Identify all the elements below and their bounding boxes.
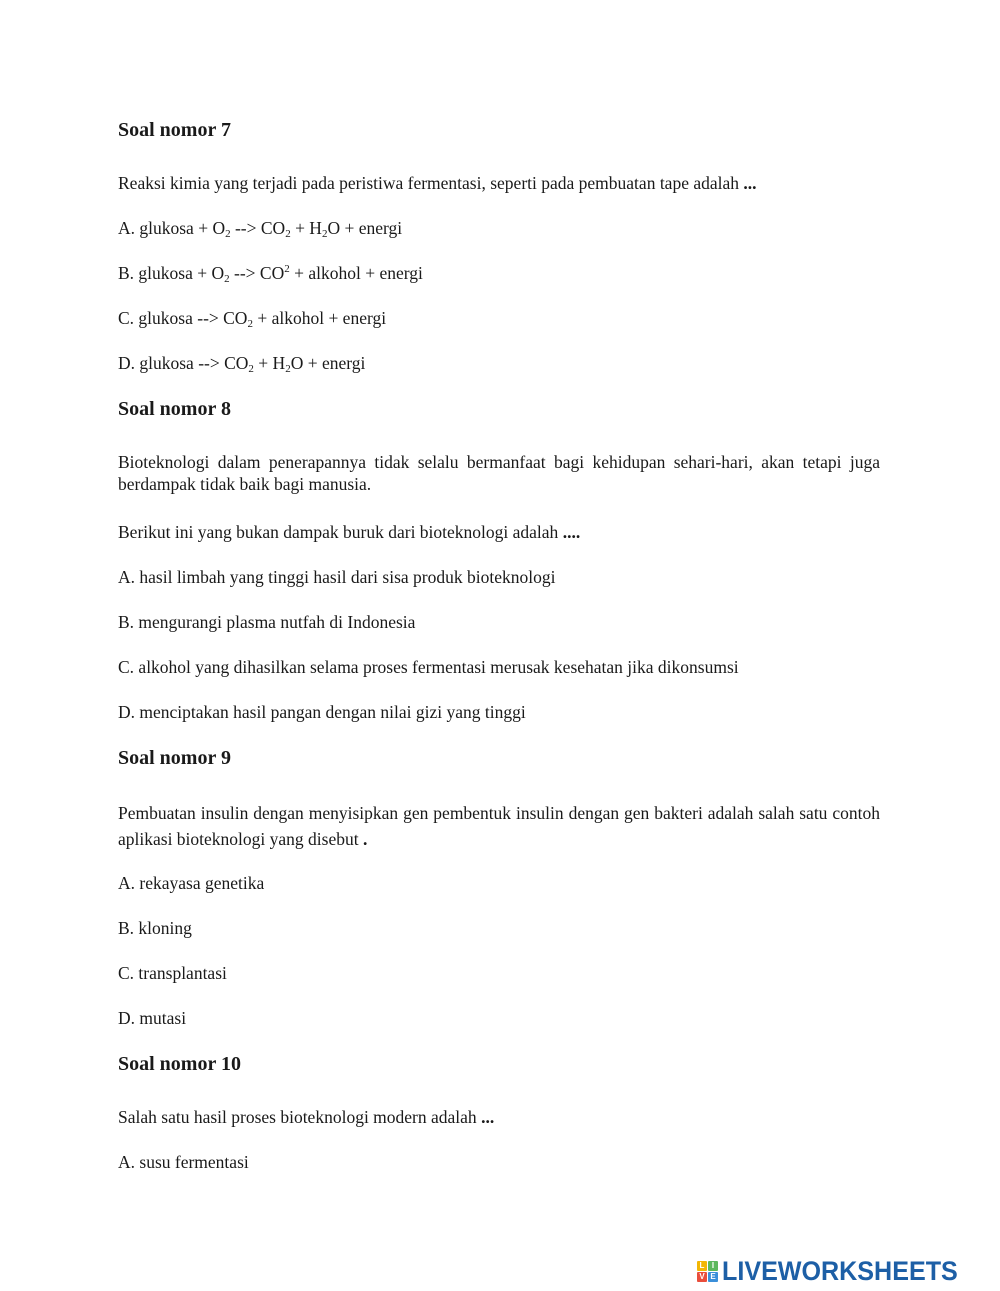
question-title: Soal nomor 8 <box>118 398 231 420</box>
option-c[interactable]: C. glukosa --> $CO_2$ + alkohol + energi <box>118 308 387 330</box>
option-d[interactable]: D. glukosa --> $CO_2 + H_2O$ + energi <box>118 353 366 375</box>
question-9 <box>118 745 880 1029</box>
logo-letter-i: I <box>708 1261 718 1271</box>
liveworksheets-logo <box>697 1255 976 1287</box>
option-b[interactable]: B. mengurangi plasma nutfah di Indonesia <box>118 612 416 632</box>
liveworksheets-wordmark: LIVEWORKSHEETS <box>722 1255 958 1286</box>
question-intro: Bioteknologi dalam penerapannya tidak selalu bermanfaat bagi kehidupan sehari-hari, akan tetapi juga berdampak tidak baik bagi manusia. <box>118 452 880 494</box>
option-d[interactable]: D. menciptakan hasil pangan dengan nilai gizi yang tinggi <box>118 702 526 722</box>
logo-letter-l: L <box>697 1261 707 1271</box>
question-prompt: Reaksi kimia yang terjadi pada peristiwa fermentasi, seperti pada pembuatan tape adalah ... <box>118 173 757 193</box>
option-a[interactable]: A. rekayasa genetika <box>118 873 265 893</box>
option-c[interactable]: C. alkohol yang dihasilkan selama proses fermentasi merusak kesehatan jika dikonsumsi <box>118 657 739 677</box>
question-prompt: Berikut ini yang bukan dampak buruk dari bioteknologi adalah .... <box>118 522 581 542</box>
worksheet-content <box>118 117 880 1173</box>
question-10 <box>118 1051 880 1173</box>
option-d[interactable]: D. mutasi <box>118 1008 187 1028</box>
option-b[interactable]: B. glukosa + $O_2$ --> $CO^2$ + alkohol + energi <box>118 263 423 285</box>
option-c[interactable]: C. transplantasi <box>118 963 227 983</box>
question-prompt: Salah satu hasil proses bioteknologi modern adalah ... <box>118 1107 495 1127</box>
question-8 <box>118 396 880 723</box>
option-a[interactable]: A. susu fermentasi <box>118 1152 249 1172</box>
liveworksheets-logo-icon <box>697 1261 718 1282</box>
question-title: Soal nomor 10 <box>118 1053 241 1075</box>
logo-letter-e: E <box>708 1272 718 1282</box>
option-a[interactable]: A. glukosa + $O_2$ --> $CO_2 + H_2O$ + energi <box>118 218 403 240</box>
logo-letter-v: V <box>697 1272 707 1282</box>
question-prompt: Pembuatan insulin dengan menyisipkan gen pembentuk insulin dengan gen bakteri adalah salah satu contoh aplikasi bioteknologi yang disebut . <box>118 803 880 849</box>
question-7 <box>118 117 880 374</box>
question-title: Soal nomor 9 <box>118 747 231 769</box>
option-a[interactable]: A. hasil limbah yang tinggi hasil dari sisa produk bioteknologi <box>118 567 556 587</box>
option-b[interactable]: B. kloning <box>118 918 192 938</box>
question-title: Soal nomor 7 <box>118 119 231 141</box>
